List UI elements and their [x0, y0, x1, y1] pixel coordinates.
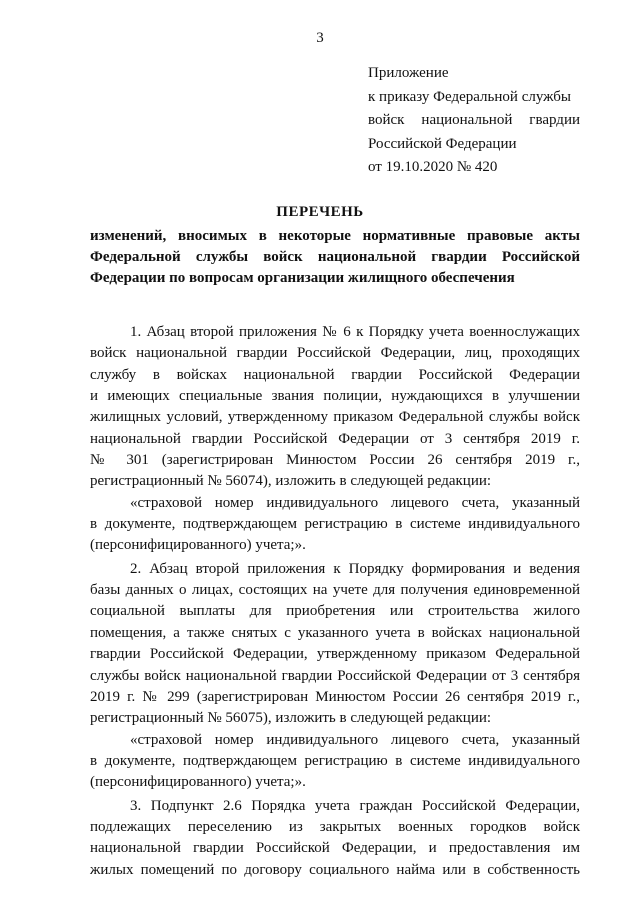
paragraph-3: [90, 796, 580, 881]
text-line: 2019 г. № 299 (зарегистрирован Минюстом России 26 сентября 2019 г.,: [90, 688, 580, 705]
text-line: (персонифицированного) учета;».: [90, 537, 306, 554]
text-line: войск национальной гвардии Российской Федерации, лиц, проходящих: [90, 345, 580, 362]
text-line: регистрационный № 56074), изложить в следующей редакции:: [90, 473, 492, 490]
text-line: службы войск национальной гвардии Российской Федерации от 3 сентября: [90, 667, 580, 684]
text-line: в документе, подтверждающем регистрацию в системе индивидуального: [90, 752, 580, 769]
text-line: службу в войсках национальной гвардии Российской Федерации: [90, 366, 580, 383]
text-line: 3. Подпункт 2.6 Порядка учета граждан Российской Федерации,: [130, 797, 580, 814]
paragraph-2: [90, 559, 580, 730]
text-line: базы данных о лицах, состоящих на учете для получения единовременной: [90, 582, 580, 599]
appendix-line: войск национальной гвардии: [368, 112, 580, 128]
appendix-line: от 19.10.2020 № 420: [368, 159, 498, 175]
subtitle-line: изменений, вносимых в некоторые нормативные правовые акты: [90, 228, 580, 244]
appendix-line: Приложение: [368, 65, 449, 81]
paragraph-quote-1: [90, 493, 580, 557]
paragraph-quote-2: [90, 730, 580, 794]
appendix-block: [368, 62, 580, 180]
text-line: «страховой номер индивидуального лицевого счета, указанный: [130, 494, 580, 511]
subtitle-line: Федеральной службы войск национальной гвардии Российской: [90, 249, 580, 265]
text-line: 2. Абзац второй приложения к Порядку формирования и ведения: [130, 560, 580, 577]
text-line: «страховой номер индивидуального лицевого счета, указанный: [130, 731, 580, 748]
text-line: социальной выплаты для приобретения или строительства жилого: [90, 603, 580, 620]
text-line: жилых помещений по договору социального найма или в собственность: [90, 861, 580, 878]
text-line: национальной гвардии Российской Федерации от 3 сентября 2019 г.: [90, 430, 580, 447]
text-line: национальной гвардии Российской Федерации, и предоставления им: [90, 840, 580, 857]
document-body: [90, 322, 580, 881]
text-line: 1. Абзац второй приложения № 6 к Порядку учета военнослужащих: [130, 324, 580, 340]
text-line: подлежащих переселению из закрытых военных городков войск: [90, 818, 580, 835]
text-line: (персонифицированного) учета;».: [90, 774, 306, 791]
text-line: помещения, а также снятых с указанного учета в войсках национальной: [90, 624, 580, 641]
document-subtitle: [90, 226, 580, 289]
text-line: и имеющих специальные звания полиции, нуждающихся в улучшении: [90, 388, 580, 405]
document-title: ПЕРЕЧЕНЬ: [276, 204, 364, 220]
text-line: № 301 (зарегистрирован Минюстом России 26 сентября 2019 г.,: [90, 452, 580, 469]
subtitle-line: Федерации по вопросам организации жилищного обеспечения: [90, 270, 515, 286]
text-line: в документе, подтверждающем регистрацию в системе индивидуального: [90, 516, 580, 533]
text-line: гвардии Российской Федерации, утвержденному приказом Федеральной: [90, 646, 580, 663]
page-number: 3: [316, 30, 324, 46]
text-line: жилищных условий, утвержденному приказом Федеральной службы войск: [90, 409, 580, 426]
appendix-line: Российской Федерации: [368, 135, 517, 152]
paragraph-1: [90, 322, 580, 493]
text-line: регистрационный № 56075), изложить в следующей редакции:: [90, 710, 492, 727]
appendix-line: к приказу Федеральной службы: [368, 88, 572, 105]
